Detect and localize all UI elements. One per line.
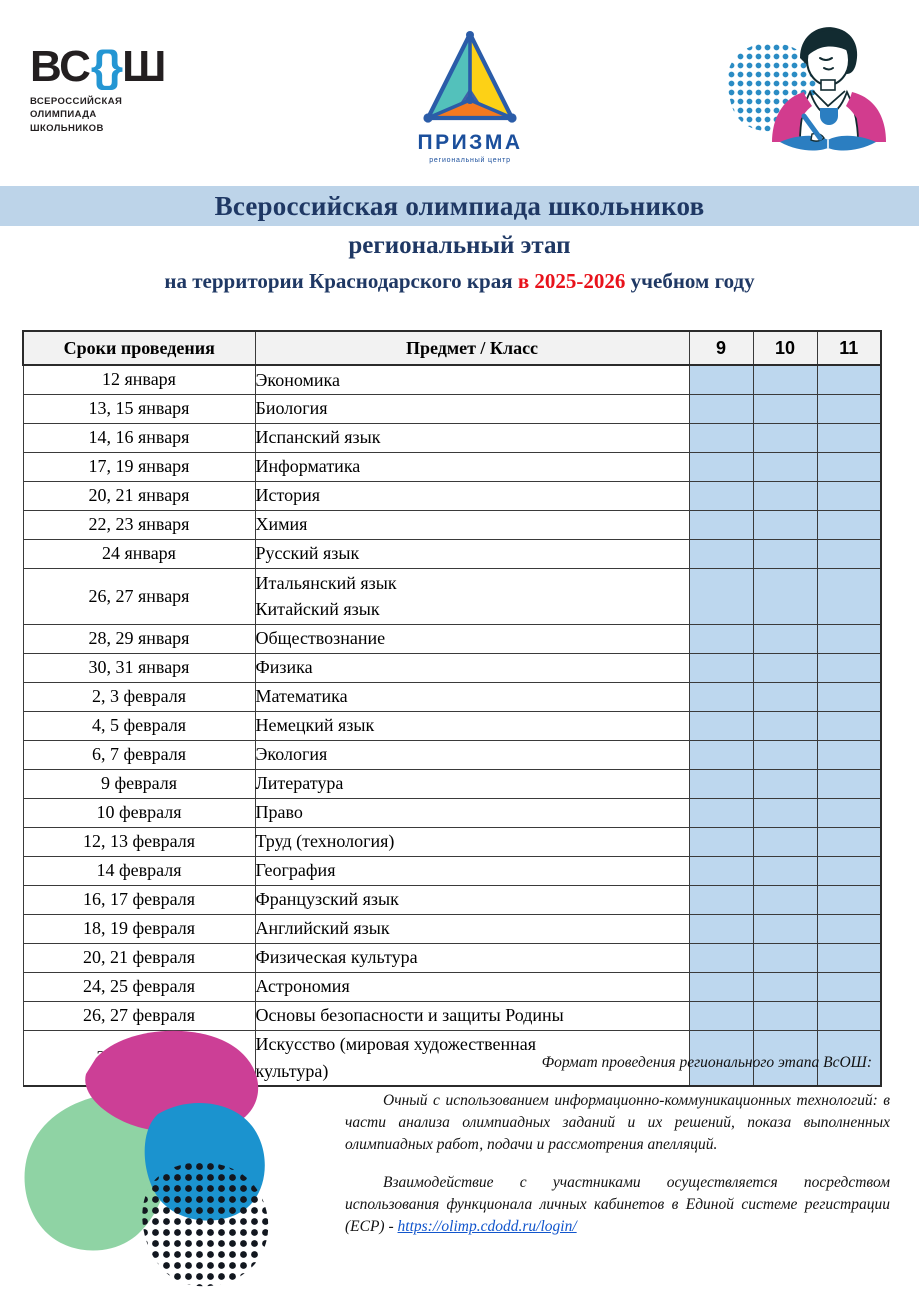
subject-stack xyxy=(256,367,689,393)
vsosh-mark-left: ВС xyxy=(30,42,90,91)
title-line-3 xyxy=(0,265,919,297)
cell-grade-11 xyxy=(817,769,881,798)
subject-stack xyxy=(256,511,689,537)
cell-grade-11 xyxy=(817,1001,881,1030)
table-row xyxy=(23,653,881,682)
subject-stack xyxy=(256,683,689,709)
cell-date: 13, 15 января xyxy=(23,394,255,423)
cell-grade-11 xyxy=(817,510,881,539)
subject-name: Итальянский язык xyxy=(255,572,397,593)
decorative-blob-group-icon xyxy=(18,1018,338,1300)
cell-grade-9 xyxy=(689,740,753,769)
cell-grade-9 xyxy=(689,568,753,624)
cell-date: 18, 19 февраля xyxy=(23,914,255,943)
title-line-3-after: учебном году xyxy=(625,269,755,293)
footer-paragraph-interaction-text: Взаимодействие с участниками осуществляется посредством использования функционала личных кабинетов в Единой системе регистрации (ЕСР) - xyxy=(345,1174,890,1235)
cell-grade-11 xyxy=(817,365,881,394)
subject-stack xyxy=(256,857,689,883)
subject-name: Литература xyxy=(255,773,344,794)
cell-subject xyxy=(255,394,689,423)
subject-name: Физика xyxy=(255,657,313,678)
cell-subject xyxy=(255,885,689,914)
column-header-subject: Предмет / Класс xyxy=(255,331,689,365)
cell-grade-11 xyxy=(817,740,881,769)
cell-grade-11 xyxy=(817,539,881,568)
prizma-pyramid-icon xyxy=(415,26,525,130)
subject-name: Экология xyxy=(255,744,328,765)
cell-date: 30, 31 января xyxy=(23,653,255,682)
cell-subject xyxy=(255,481,689,510)
cell-grade-9 xyxy=(689,798,753,827)
subject-name: культура) xyxy=(255,1060,329,1081)
cell-grade-10 xyxy=(753,885,817,914)
subject-stack xyxy=(256,770,689,796)
subject-name: Искусство (мировая художественная xyxy=(255,1034,537,1055)
cell-date: 28, 29 января xyxy=(23,624,255,653)
column-header-grade-10: 10 xyxy=(753,331,817,365)
table-row xyxy=(23,682,881,711)
subject-stack xyxy=(256,944,689,970)
cell-grade-10 xyxy=(753,943,817,972)
cell-subject xyxy=(255,568,689,624)
cell-grade-10 xyxy=(753,481,817,510)
cell-grade-11 xyxy=(817,481,881,510)
cell-date: 20, 21 января xyxy=(23,481,255,510)
cell-grade-11 xyxy=(817,452,881,481)
subject-name: Испанский язык xyxy=(255,427,381,448)
cell-subject xyxy=(255,682,689,711)
subject-name: География xyxy=(255,860,336,881)
cell-date: 16, 17 февраля xyxy=(23,885,255,914)
cell-subject xyxy=(255,740,689,769)
vsosh-subtitle-line2: ОЛИМПИАДА xyxy=(30,109,97,121)
cell-date: 14 февраля xyxy=(23,856,255,885)
table-row xyxy=(23,885,881,914)
cell-grade-9 xyxy=(689,394,753,423)
table-row xyxy=(23,914,881,943)
cell-subject xyxy=(255,452,689,481)
cell-grade-10 xyxy=(753,452,817,481)
cell-grade-9 xyxy=(689,856,753,885)
subject-stack xyxy=(256,915,689,941)
table-row xyxy=(23,798,881,827)
cell-grade-10 xyxy=(753,740,817,769)
cell-date: 6, 7 февраля xyxy=(23,740,255,769)
table-row xyxy=(23,711,881,740)
cell-grade-9 xyxy=(689,510,753,539)
cell-grade-9 xyxy=(689,624,753,653)
table-header-row xyxy=(23,331,881,365)
table-row xyxy=(23,568,881,624)
subject-name: Биология xyxy=(255,398,328,419)
prizma-tagline: региональный центр xyxy=(429,157,511,164)
vsosh-subtitle-line1: ВСЕРОССИЙСКАЯ xyxy=(30,96,123,107)
cell-date: 9 февраля xyxy=(23,769,255,798)
cell-grade-9 xyxy=(689,653,753,682)
cell-grade-9 xyxy=(689,682,753,711)
page-title xyxy=(0,186,919,297)
cell-grade-10 xyxy=(753,394,817,423)
cell-subject xyxy=(255,827,689,856)
cell-grade-11 xyxy=(817,682,881,711)
subject-name: Информатика xyxy=(255,456,361,477)
cell-subject xyxy=(255,914,689,943)
subject-name: Химия xyxy=(255,514,308,535)
table-row xyxy=(23,624,881,653)
cell-date: 26, 27 февраля xyxy=(23,1001,255,1030)
vsosh-brace-icon: {} xyxy=(90,42,122,91)
cell-date: 10 февраля xyxy=(23,798,255,827)
cell-grade-10 xyxy=(753,510,817,539)
subject-stack xyxy=(256,741,689,767)
subject-name: Математика xyxy=(255,686,348,707)
cell-grade-10 xyxy=(753,1001,817,1030)
cell-subject xyxy=(255,943,689,972)
cell-grade-11 xyxy=(817,885,881,914)
cell-grade-10 xyxy=(753,827,817,856)
cell-grade-9 xyxy=(689,365,753,394)
cell-subject xyxy=(255,365,689,394)
cell-grade-9 xyxy=(689,711,753,740)
cell-date: 12, 13 февраля xyxy=(23,827,255,856)
table-row xyxy=(23,481,881,510)
cell-grade-9 xyxy=(689,481,753,510)
cell-grade-10 xyxy=(753,972,817,1001)
subject-name: Основы безопасности и защиты Родины xyxy=(255,1005,564,1026)
cell-grade-11 xyxy=(817,914,881,943)
footer-text-block xyxy=(345,1052,890,1238)
table-row xyxy=(23,394,881,423)
subject-stack xyxy=(256,424,689,450)
cell-grade-10 xyxy=(753,856,817,885)
cell-grade-10 xyxy=(753,798,817,827)
cell-date: 22, 23 января xyxy=(23,510,255,539)
subject-stack xyxy=(256,886,689,912)
cell-grade-10 xyxy=(753,653,817,682)
schedule-table-container xyxy=(22,330,880,1087)
table-header xyxy=(23,331,881,365)
footer-paragraph-format: Очный с использованием информационно-коммуникационных технологий: в части анализа олимпиадных заданий и их решений, показа выполненных олимпиадных работ, подачи и рассмотрения апелляций. xyxy=(345,1092,890,1153)
cell-subject xyxy=(255,711,689,740)
cell-grade-10 xyxy=(753,682,817,711)
subject-name: Китайский язык xyxy=(255,599,380,619)
subject-name: Право xyxy=(255,802,303,823)
subject-name: Астрономия xyxy=(255,976,350,997)
subject-stack xyxy=(256,482,689,508)
cell-grade-11 xyxy=(817,827,881,856)
prizma-logo xyxy=(410,26,530,164)
subject-stack xyxy=(256,712,689,738)
subject-stack xyxy=(256,828,689,854)
vsosh-subtitle-line3: ШКОЛЬНИКОВ xyxy=(30,122,104,134)
table-row xyxy=(23,539,881,568)
cell-grade-9 xyxy=(689,914,753,943)
table-row xyxy=(23,423,881,452)
cell-grade-11 xyxy=(817,711,881,740)
cell-grade-11 xyxy=(817,972,881,1001)
footer-heading: Формат проведения регионального этапа ВсОШ: xyxy=(541,1054,872,1071)
cell-subject xyxy=(255,653,689,682)
cell-grade-9 xyxy=(689,827,753,856)
cell-grade-11 xyxy=(817,394,881,423)
table-body xyxy=(23,365,881,1086)
cell-grade-10 xyxy=(753,769,817,798)
title-line-2: региональный этап xyxy=(348,232,571,259)
cell-grade-10 xyxy=(753,624,817,653)
cell-date: 17, 19 января xyxy=(23,452,255,481)
column-header-grade-9: 9 xyxy=(689,331,753,365)
subject-name: Экономика xyxy=(255,369,340,390)
subject-name: Труд (технология) xyxy=(255,831,395,852)
cell-grade-9 xyxy=(689,972,753,1001)
cell-subject xyxy=(255,798,689,827)
cell-subject xyxy=(255,423,689,452)
table-row xyxy=(23,769,881,798)
subject-stack xyxy=(256,973,689,999)
subject-name: Французский язык xyxy=(255,889,399,910)
subject-stack xyxy=(256,453,689,479)
table-row xyxy=(23,972,881,1001)
cell-grade-10 xyxy=(753,539,817,568)
cell-grade-11 xyxy=(817,653,881,682)
cell-subject xyxy=(255,510,689,539)
cell-grade-9 xyxy=(689,539,753,568)
cell-grade-11 xyxy=(817,624,881,653)
cell-grade-10 xyxy=(753,423,817,452)
header-logo-strip xyxy=(0,0,919,178)
vsosh-logo xyxy=(30,42,230,135)
table-row xyxy=(23,510,881,539)
subject-name: Обществознание xyxy=(255,628,386,649)
cell-grade-9 xyxy=(689,1001,753,1030)
cell-grade-10 xyxy=(753,914,817,943)
prizma-wordmark: ПРИЗМА xyxy=(417,131,523,154)
cell-grade-9 xyxy=(689,452,753,481)
cell-grade-10 xyxy=(753,365,817,394)
table-row xyxy=(23,452,881,481)
student-illustration xyxy=(700,16,900,166)
subject-name: История xyxy=(255,485,321,506)
cell-date: 4, 5 февраля xyxy=(23,711,255,740)
table-row xyxy=(23,365,881,394)
cell-grade-9 xyxy=(689,423,753,452)
cell-grade-11 xyxy=(817,856,881,885)
column-header-grade-11: 11 xyxy=(817,331,881,365)
cell-date: 24, 25 февраля xyxy=(23,972,255,1001)
table-row xyxy=(23,943,881,972)
cell-grade-9 xyxy=(689,769,753,798)
decorative-blobs xyxy=(18,1018,338,1300)
cell-grade-9 xyxy=(689,943,753,972)
subject-stack xyxy=(256,570,689,623)
cell-grade-9 xyxy=(689,885,753,914)
footer-paragraph-interaction xyxy=(345,1172,890,1238)
title-academic-year: в 2025-2026 xyxy=(517,269,626,293)
cell-date: 24 января xyxy=(23,539,255,568)
subject-stack xyxy=(256,799,689,825)
cell-grade-10 xyxy=(753,711,817,740)
subject-name: Русский язык xyxy=(255,543,360,564)
cell-date: 14, 16 января xyxy=(23,423,255,452)
cell-subject xyxy=(255,856,689,885)
cell-grade-11 xyxy=(817,798,881,827)
subject-name: Английский язык xyxy=(255,918,390,939)
title-line-1: Всероссийская олимпиада школьников xyxy=(214,191,705,221)
cell-date: 12 января xyxy=(23,365,255,394)
cell-date: 2, 3 февраля xyxy=(23,682,255,711)
table-row xyxy=(23,740,881,769)
student-writing-icon xyxy=(700,16,900,166)
cell-subject xyxy=(255,972,689,1001)
cell-grade-10 xyxy=(753,568,817,624)
cell-grade-11 xyxy=(817,568,881,624)
schedule-table xyxy=(22,330,882,1087)
cell-subject xyxy=(255,539,689,568)
cell-subject xyxy=(255,769,689,798)
cell-grade-11 xyxy=(817,423,881,452)
vsosh-subtitle xyxy=(30,95,230,135)
subject-stack xyxy=(256,540,689,566)
subject-name: Физическая культура xyxy=(255,947,418,968)
vsosh-mark-right: Ш xyxy=(122,42,166,91)
title-line-3-before: на территории Краснодарского края xyxy=(164,269,518,293)
subject-stack xyxy=(256,625,689,651)
esr-login-link[interactable]: https://olimp.cdodd.ru/login/ xyxy=(397,1218,577,1235)
cell-date: 26, 27 января xyxy=(23,568,255,624)
table-row xyxy=(23,827,881,856)
subject-stack xyxy=(256,395,689,421)
subject-name: Немецкий язык xyxy=(255,715,375,736)
column-header-dates: Сроки проведения xyxy=(23,331,255,365)
vsosh-wordmark xyxy=(30,42,230,91)
subject-stack xyxy=(256,654,689,680)
cell-grade-11 xyxy=(817,943,881,972)
cell-date: 20, 21 февраля xyxy=(23,943,255,972)
cell-subject xyxy=(255,624,689,653)
table-row xyxy=(23,856,881,885)
